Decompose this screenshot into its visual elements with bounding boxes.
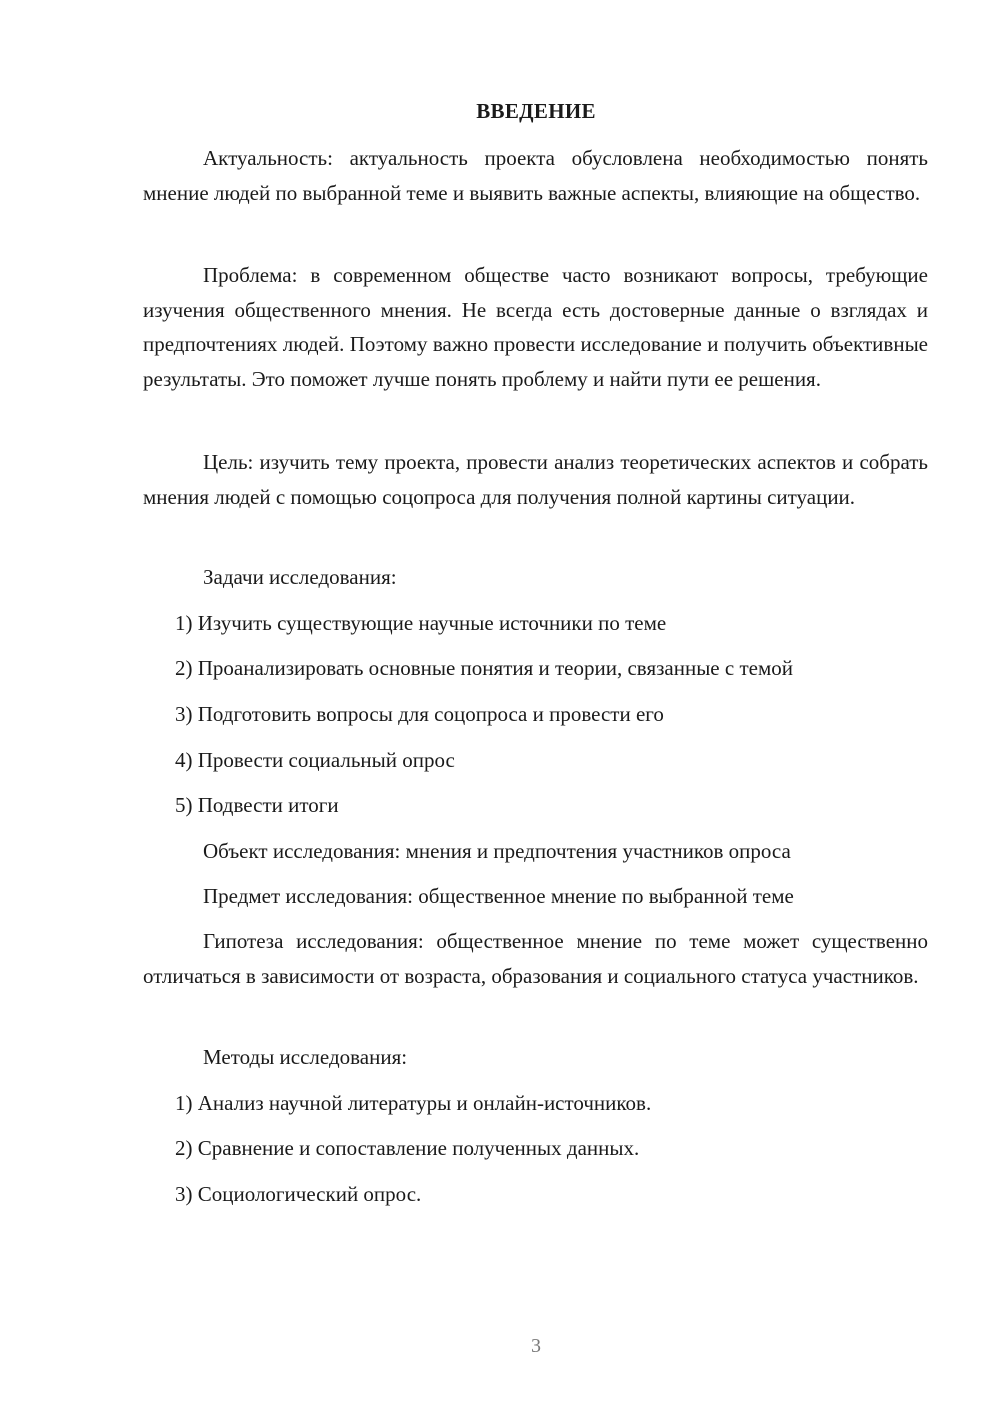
- hypothesis-paragraph: Гипотеза исследования: общественное мнение по теме может существенно отличаться в зависимости от возраста, образования и социального статуса участников.: [143, 929, 928, 988]
- page-title: ВВЕДЕНИЕ: [476, 99, 596, 123]
- problem-paragraph: Проблема: в современном обществе часто возникают вопросы, требующие изучения общественного мнения. Не всегда есть достоверные данные о взглядах и предпочтениях людей. Поэтому важно провести исследование и получить объективные результаты. Это поможет лучше понять проблему и найти пути ее решения.: [143, 263, 928, 391]
- task-item: 3) Подготовить вопросы для соцопроса и провести его: [175, 702, 664, 726]
- task-item: 1) Изучить существующие научные источники по теме: [175, 611, 667, 635]
- tasks-heading: Задачи исследования:: [203, 565, 397, 589]
- method-item: 1) Анализ научной литературы и онлайн-источников.: [175, 1091, 652, 1115]
- page-number: 3: [531, 1335, 541, 1357]
- research-object: Объект исследования: мнения и предпочтения участников опроса: [203, 839, 791, 863]
- task-item: 4) Провести социальный опрос: [175, 748, 455, 772]
- methods-heading: Методы исследования:: [203, 1045, 408, 1069]
- research-subject: Предмет исследования: общественное мнение по выбранной теме: [203, 884, 794, 908]
- task-item: 5) Подвести итоги: [175, 793, 339, 817]
- task-item: 2) Проанализировать основные понятия и теории, связанные с темой: [175, 656, 793, 680]
- goal-paragraph: Цель: изучить тему проекта, провести анализ теоретических аспектов и собрать мнения людей с помощью соцопроса для получения полной картины ситуации.: [143, 450, 928, 509]
- method-item: 2) Сравнение и сопоставление полученных данных.: [175, 1136, 640, 1160]
- method-item: 3) Социологический опрос.: [175, 1182, 422, 1206]
- relevance-paragraph: Актуальность: актуальность проекта обусловлена необходимостью понять мнение людей по выбранной теме и выявить важные аспекты, влияющие на общество.: [143, 146, 928, 205]
